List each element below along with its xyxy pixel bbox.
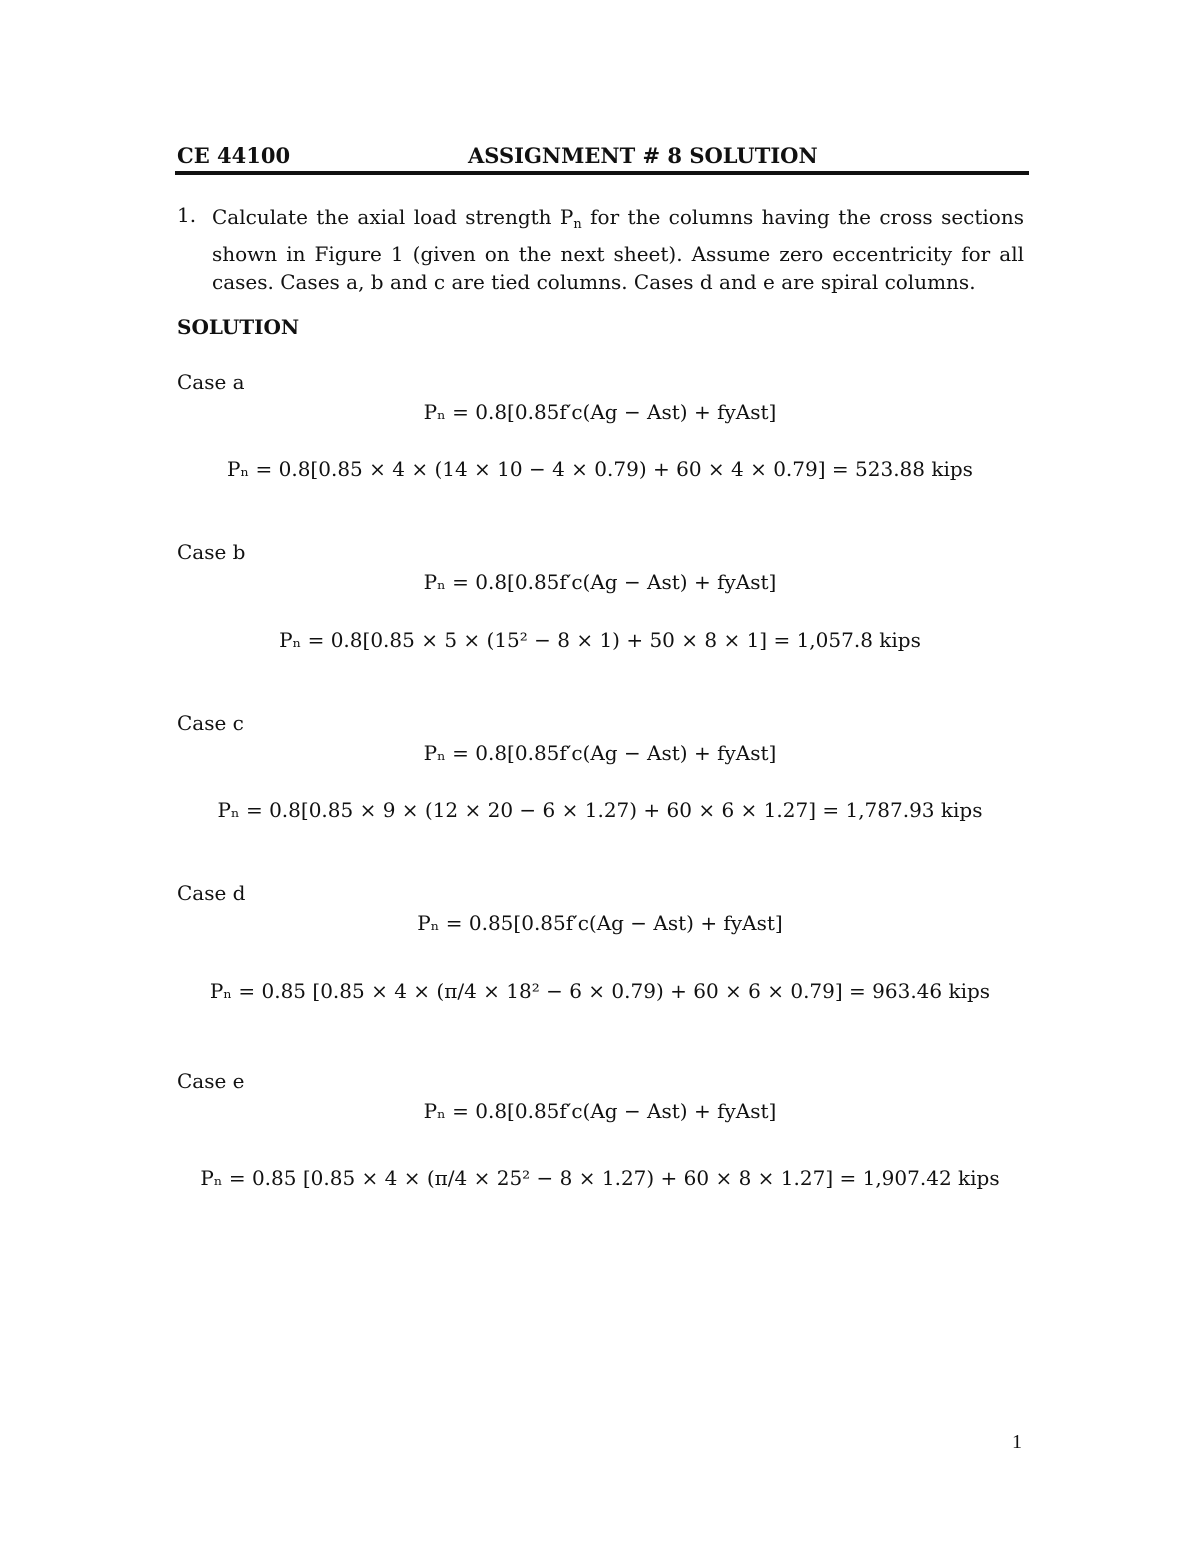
case-d-formula: Pₙ = 0.85[0.85f′c(Ag − Ast) + fyAst] <box>417 911 783 935</box>
solution-heading: SOLUTION <box>177 315 300 339</box>
case-d-calculation: Pₙ = 0.85 [0.85 × 4 × (π/4 × 18² − 6 × 0.79) + 60 × 6 × 0.79] = 963.46 kips <box>209 979 991 1003</box>
question-text: Calculate the axial load strength $P_n$ for the columns having the cross sections shown in Figure 1 (given on the next sheet). Assume zero eccentricity for all cases. Cases a, b and c are tied columns. Cases d and e are spiral columns. <box>212 205 1024 294</box>
header-rule <box>175 171 1029 175</box>
document-title: ASSIGNMENT # 8 SOLUTION <box>468 143 818 168</box>
case-c-calculation: Pₙ = 0.8[0.85 × 9 × (12 × 20 − 6 × 1.27) + 60 × 6 × 1.27] = 1,787.93 kips <box>217 798 983 822</box>
case-e-calculation: Pₙ = 0.85 [0.85 × 4 × (π/4 × 25² − 8 × 1.27) + 60 × 8 × 1.27] = 1,907.42 kips <box>200 1166 1000 1190</box>
case-b-label: Case b <box>177 540 246 564</box>
page-number: 1 <box>1012 1431 1022 1453</box>
case-a-label: Case a <box>177 370 245 394</box>
case-a-calculation: Pₙ = 0.8[0.85 × 4 × (14 × 10 − 4 × 0.79) + 60 × 4 × 0.79] = 523.88 kips <box>227 457 973 481</box>
case-b-formula: Pₙ = 0.8[0.85f′c(Ag − Ast) + fyAst] <box>423 570 777 594</box>
question-number: 1. <box>177 203 197 227</box>
case-e-formula: Pₙ = 0.8[0.85f′c(Ag − Ast) + fyAst] <box>423 1099 777 1123</box>
case-a-formula: Pₙ = 0.8[0.85f′c(Ag − Ast) + fyAst] <box>423 400 777 424</box>
case-c-label: Case c <box>177 711 244 735</box>
course-code: CE 44100 <box>177 143 291 168</box>
case-d-label: Case d <box>177 881 246 905</box>
case-b-calculation: Pₙ = 0.8[0.85 × 5 × (15² − 8 × 1) + 50 × 8 × 1] = 1,057.8 kips <box>279 628 921 652</box>
case-e-label: Case e <box>177 1069 245 1093</box>
case-c-formula: Pₙ = 0.8[0.85f′c(Ag − Ast) + fyAst] <box>423 741 777 765</box>
